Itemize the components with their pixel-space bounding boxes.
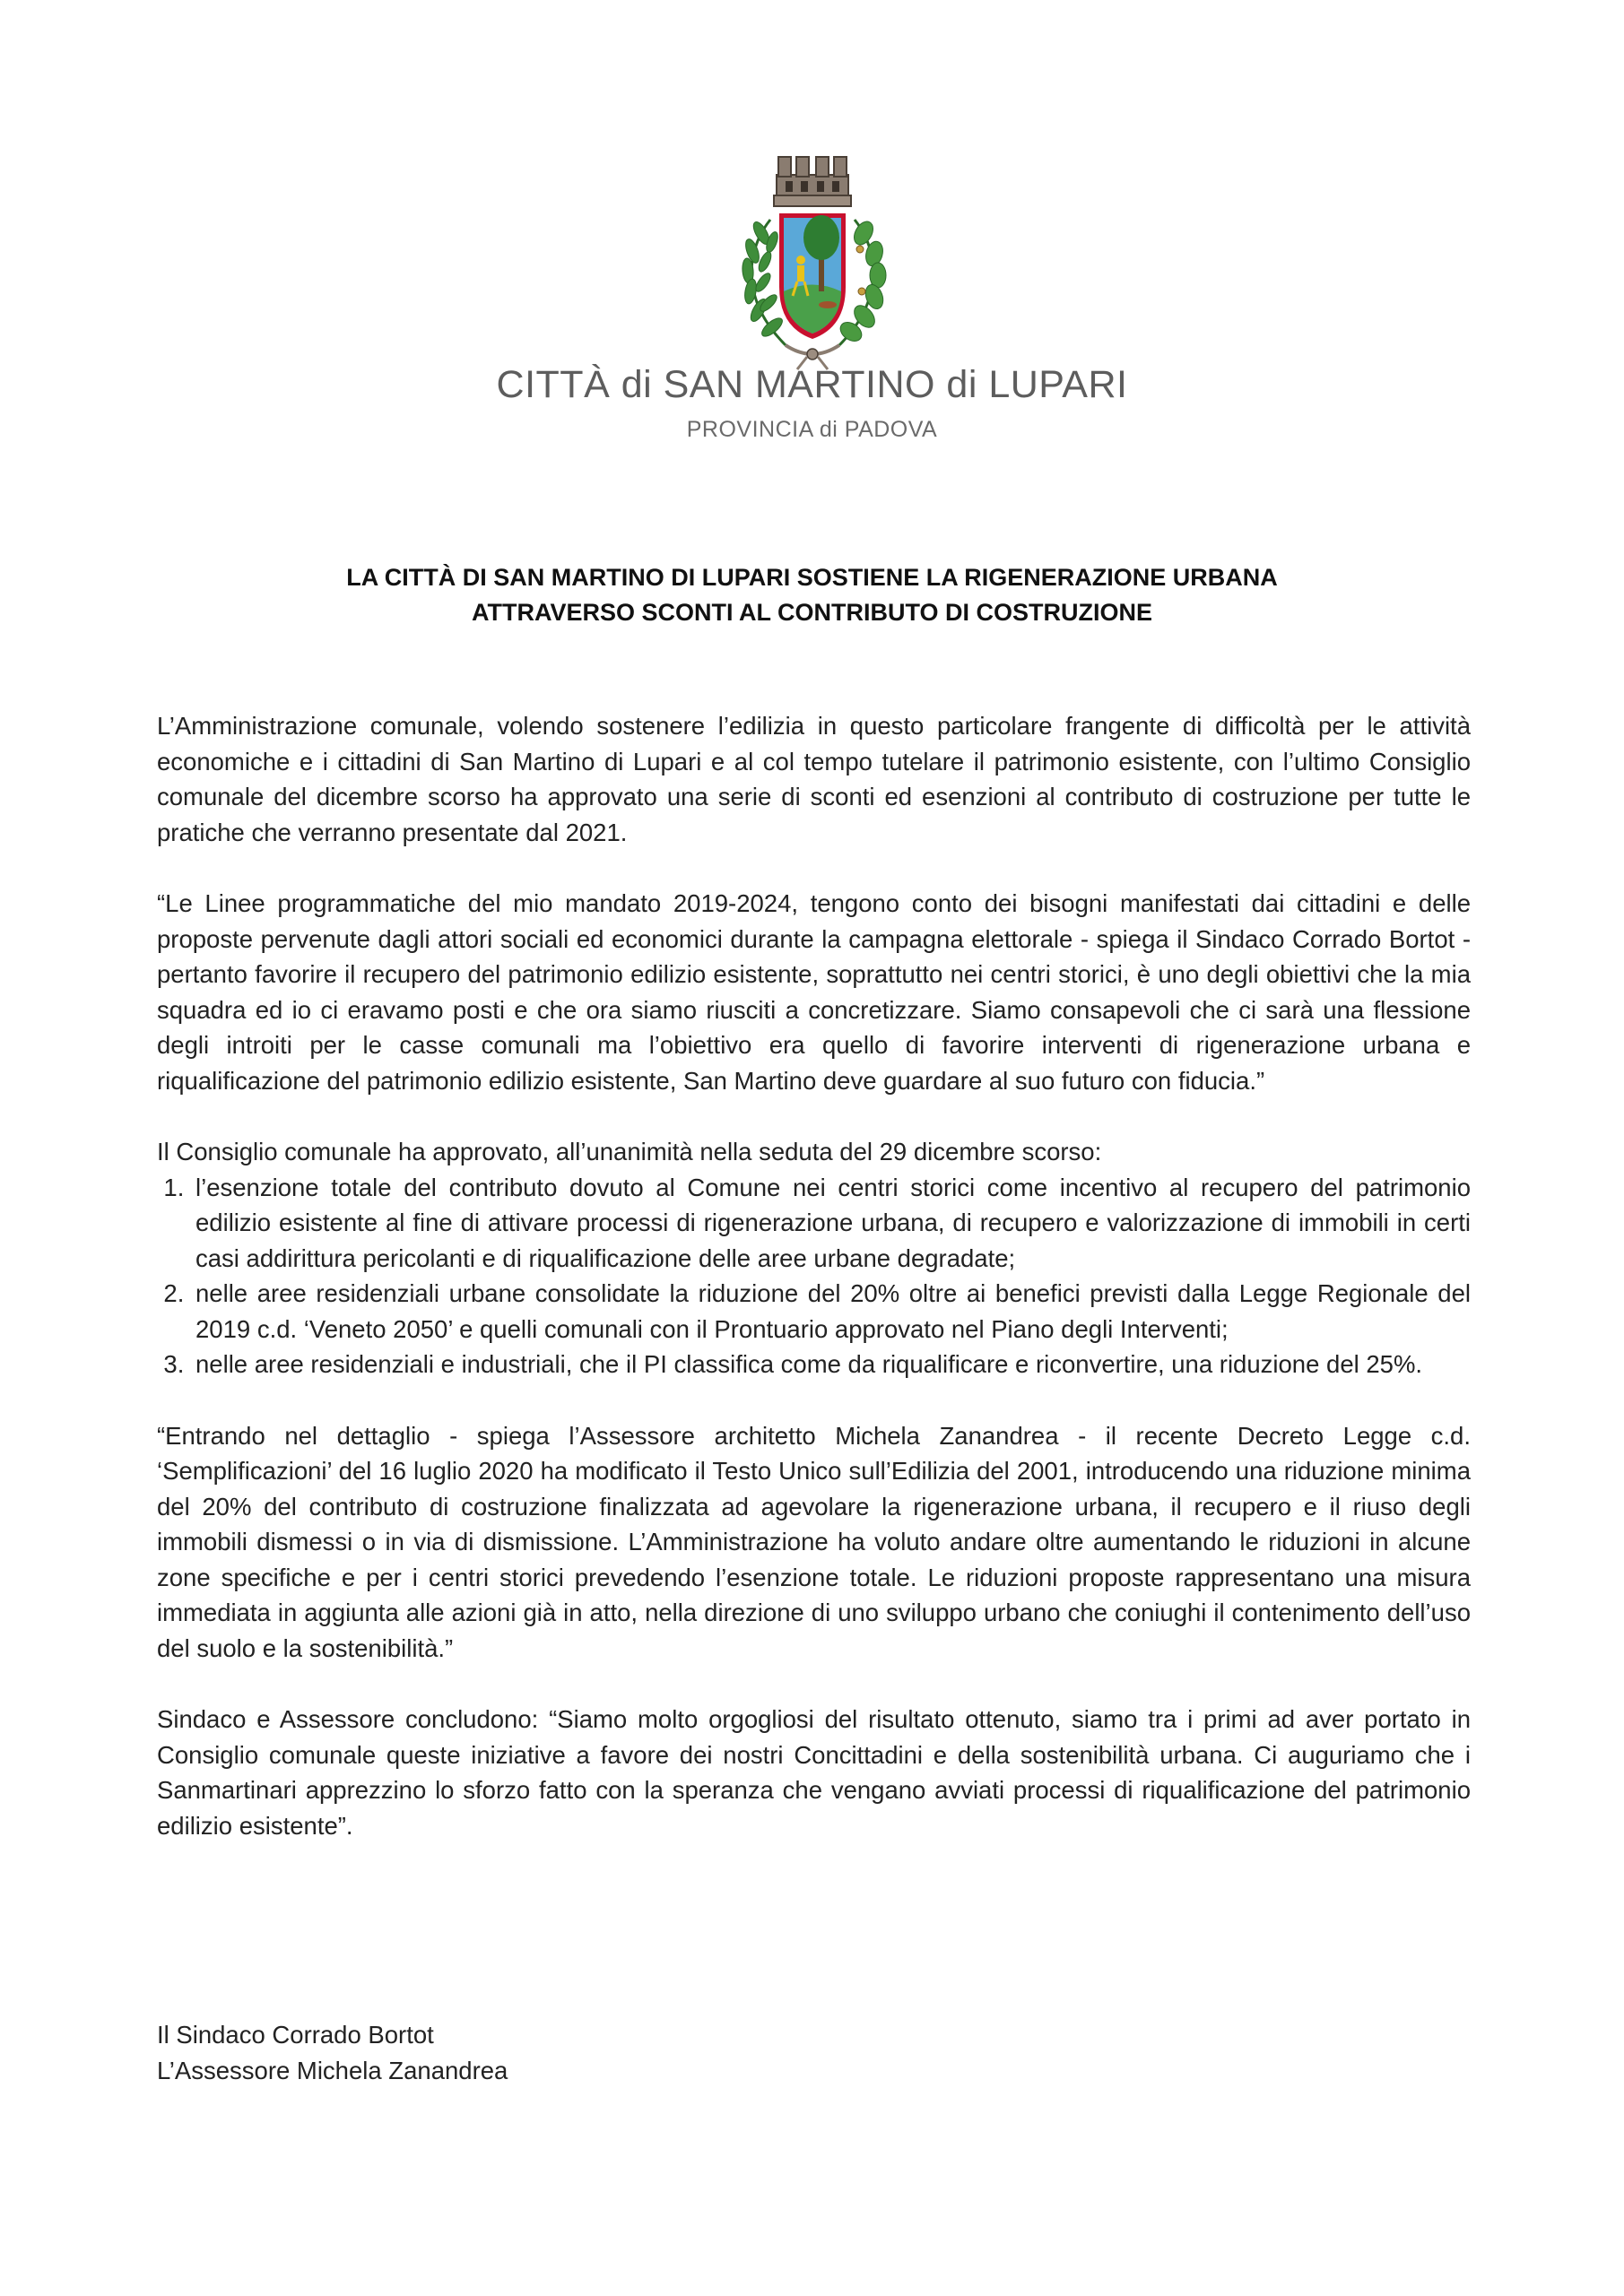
laurel-branch-icon <box>741 220 785 345</box>
list-item: 3. nelle aree residenziali e industriali, che il PI classifica come da riqualificare e riconvertire, una riduzione del 25%. <box>191 1347 1471 1382</box>
headline-line-2: ATTRAVERSO SCONTI AL CONTRIBUTO DI COSTRUZIONE <box>471 599 1152 626</box>
paragraph-conclusion: Sindaco e Assessore concludono: “Siamo molto orgogliosi del risultato ottenuto, siamo tra i primi ad aver portato in Consiglio comunale queste iniziative a favore dei nostri Concittadini e della sostenibilità urbana. Ci auguriamo che i Sanmartinari apprezzino lo sforzo fatto con la speranza che vengano avviati processi di riqualificazione del patrimonio edilizio esistente”. <box>157 1705 1471 1840</box>
press-release-body <box>157 708 1471 1879</box>
press-release-headline <box>0 560 1624 630</box>
letterhead <box>0 134 1624 377</box>
signature-block <box>157 2017 508 2089</box>
signature-mayor: Il Sindaco Corrado Bortot <box>157 2021 434 2049</box>
crown-icon <box>774 157 851 206</box>
municipal-coat-of-arms-icon <box>691 134 934 377</box>
paragraph-mayor-quote: “Le Linee programmatiche del mio mandato 2019-2024, tengono conto dei bisogni manifestati dai cittadini e delle proposte pervenute dagli attori sociali ed economici durante la campagna elettorale - spiega il Sindaco Corrado Bortot - pertanto favorire il recupero del patrimonio edilizio esistente, soprattutto nei centri storici, è uno degli obiettivi che la mia squadra ed io ci eravamo posti e che ora siamo riusciti a concretizzare. Siamo consapevoli che ci sarà una flessione degli introiti per le casse comunali ma l’obiettivo era quello di favorire interventi di rigenerazione urbana e riqualificazione del patrimonio edilizio esistente, San Martino deve guardare al suo futuro con fiducia.” <box>157 889 1471 1095</box>
headline-line-1: LA CITTÀ DI SAN MARTINO DI LUPARI SOSTIENE LA RIGENERAZIONE URBANA <box>346 564 1278 591</box>
paragraph-councillor-quote: “Entrando nel dettaglio - spiega l’Assessore architetto Michela Zanandrea - il recente Decreto Legge c.d. ‘Semplificazioni’ del 16 luglio 2020 ha modificato il Testo Unico sull’Edilizia del 2001, introducendo una riduzione minima del 20% del contributo di costruzione finalizzata ad agevolare la rigenerazione urbana, il recupero e il riuso degli immobili dismessi o in via di dismissione. L’Amministrazione ha voluto andare oltre aumentando le riduzioni in alcune zone specifiche e per i centri storici prevedendo l’esenzione totale. Le riduzioni proposte rappresentano una misura immediata in aggiunta alle azioni già in atto, nella direzione di uno sviluppo urbano che coniughi il contenimento dell’uso del suolo e la sostenibilità.” <box>157 1421 1471 1662</box>
shield-icon <box>779 213 846 339</box>
paragraph-intro: L’Amministrazione comunale, volendo sostenere l’edilizia in questo particolare frangente di difficoltà per le attività economiche e i cittadini di San Martino di Lupari e al col tempo tutelare il patrimonio esistente, con l’ultimo Consiglio comunale del dicembre scorso ha approvato una serie di sconti ed esenzioni al contributo di costruzione per tutte le pratiche che verranno presentate dal 2021. <box>157 712 1471 846</box>
city-name: CITTÀ di SAN MARTINO di LUPARI <box>496 363 1128 406</box>
list-item: 1. l’esenzione totale del contributo dovuto al Comune nei centri storici come incentivo al recupero del patrimonio edilizio esistente al fine di attivare processi di rigenerazione urbana, di recupero e valorizzazione di immobili in certi casi addirittura pericolanti e di riqualificazione delle aree urbane degradate; <box>191 1170 1471 1277</box>
paragraph-council-approval: Il Consiglio comunale ha approvato, all’unanimità nella seduta del 29 dicembre scorso: <box>157 1138 1102 1165</box>
approved-measures-list <box>157 1170 1471 1382</box>
list-item: 2. nelle aree residenziali urbane consolidate la riduzione del 20% oltre ai benefici previsti dalla Legge Regionale del 2019 c.d. ‘Veneto 2050’ e quelli comunali con il Prontuario approvato nel Piano degli Interventi; <box>191 1276 1471 1347</box>
province-name: PROVINCIA di PADOVA <box>686 417 938 442</box>
signature-councillor: L’Assessore Michela Zanandrea <box>157 2057 508 2084</box>
